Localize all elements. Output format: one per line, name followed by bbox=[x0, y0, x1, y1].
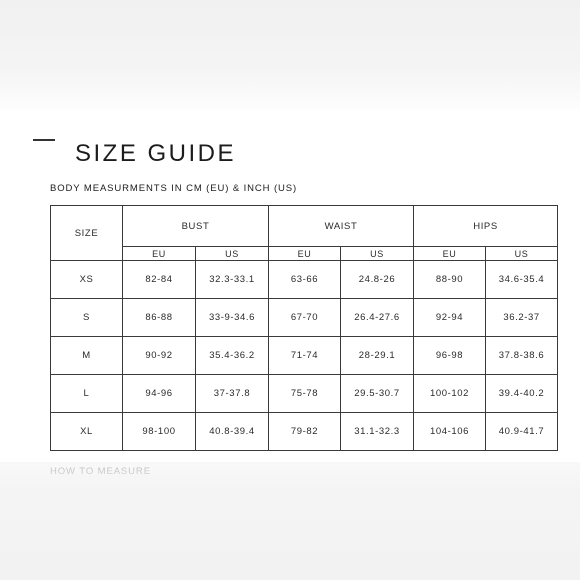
table-cell: 104-106 bbox=[414, 413, 486, 451]
waist-header: WAIST bbox=[269, 206, 414, 247]
table-cell: 96-98 bbox=[414, 337, 486, 375]
table-cell: 37-37.8 bbox=[196, 375, 269, 413]
table-cell: 82-84 bbox=[123, 261, 196, 299]
subtitle: BODY MEASURMENTS IN CM (EU) & INCH (US) bbox=[50, 183, 298, 194]
bottom-background bbox=[0, 462, 580, 580]
unit-header: US bbox=[486, 247, 558, 261]
table-cell: 86-88 bbox=[123, 299, 196, 337]
table-cell: 94-96 bbox=[123, 375, 196, 413]
table-cell: 67-70 bbox=[269, 299, 341, 337]
table-row bbox=[51, 261, 558, 299]
size-label: XS bbox=[51, 261, 123, 299]
table-row bbox=[51, 299, 558, 337]
table-cell: 40.8-39.4 bbox=[196, 413, 269, 451]
table-cell: 37.8-38.6 bbox=[486, 337, 558, 375]
unit-header: US bbox=[341, 247, 414, 261]
table-cell: 28-29.1 bbox=[341, 337, 414, 375]
table-cell: 90-92 bbox=[123, 337, 196, 375]
unit-header: US bbox=[196, 247, 269, 261]
table-row bbox=[51, 375, 558, 413]
table-cell: 75-78 bbox=[269, 375, 341, 413]
table-row bbox=[51, 337, 558, 375]
table-cell: 98-100 bbox=[123, 413, 196, 451]
table-cell: 39.4-40.2 bbox=[486, 375, 558, 413]
table-cell: 33-9-34.6 bbox=[196, 299, 269, 337]
table-cell: 26.4-27.6 bbox=[341, 299, 414, 337]
table-cell: 29.5-30.7 bbox=[341, 375, 414, 413]
title-dash bbox=[33, 139, 55, 141]
size-label: L bbox=[51, 375, 123, 413]
unit-header: EU bbox=[269, 247, 341, 261]
size-table bbox=[50, 205, 558, 451]
size-label: M bbox=[51, 337, 123, 375]
unit-header: EU bbox=[414, 247, 486, 261]
table-cell: 31.1-32.3 bbox=[341, 413, 414, 451]
table-cell: 24.8-26 bbox=[341, 261, 414, 299]
top-background bbox=[0, 0, 580, 110]
size-label: XL bbox=[51, 413, 123, 451]
table-cell: 40.9-41.7 bbox=[486, 413, 558, 451]
table-cell: 79-82 bbox=[269, 413, 341, 451]
size-column-header: SIZE bbox=[51, 206, 123, 261]
table-row bbox=[51, 413, 558, 451]
bust-header: BUST bbox=[123, 206, 269, 247]
hips-header: HIPS bbox=[414, 206, 558, 247]
table-cell: 32.3-33.1 bbox=[196, 261, 269, 299]
table-cell: 63-66 bbox=[269, 261, 341, 299]
table-cell: 36.2-37 bbox=[486, 299, 558, 337]
table-cell: 92-94 bbox=[414, 299, 486, 337]
table-cell: 71-74 bbox=[269, 337, 341, 375]
table-cell: 34.6-35.4 bbox=[486, 261, 558, 299]
page-title: SIZE GUIDE bbox=[75, 140, 237, 168]
table-cell: 100-102 bbox=[414, 375, 486, 413]
unit-header-row bbox=[51, 247, 558, 261]
table-cell: 88-90 bbox=[414, 261, 486, 299]
table-header-row bbox=[51, 206, 558, 247]
unit-header: EU bbox=[123, 247, 196, 261]
table-cell: 35.4-36.2 bbox=[196, 337, 269, 375]
size-label: S bbox=[51, 299, 123, 337]
